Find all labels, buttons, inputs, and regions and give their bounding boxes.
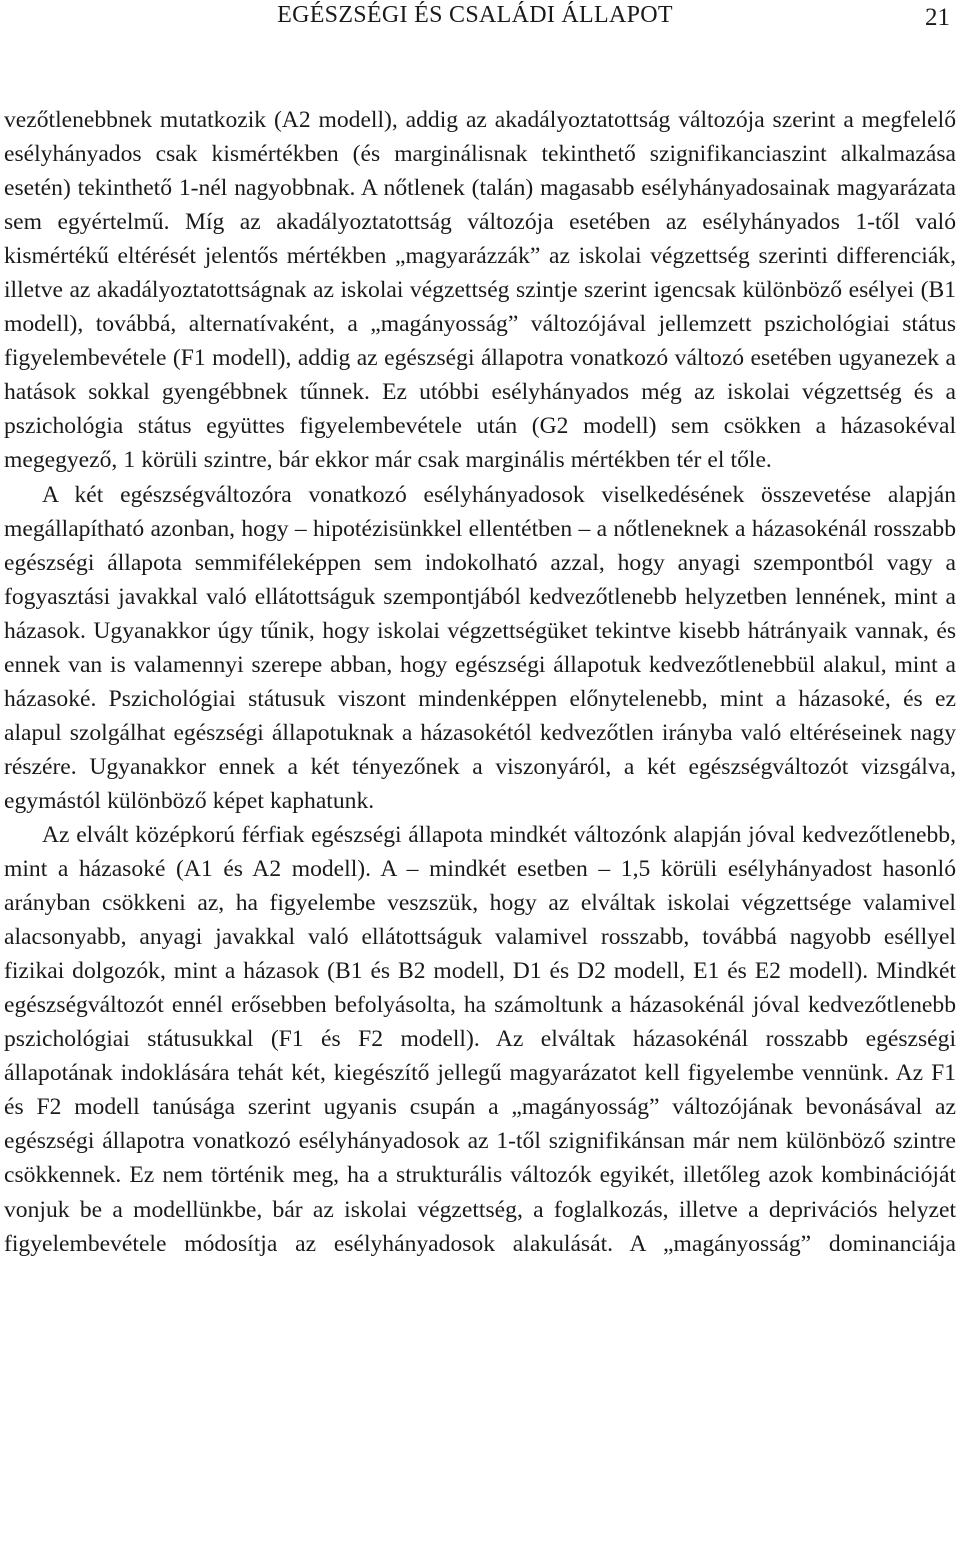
running-header [4, 0, 956, 40]
paragraph-2: A két egészségváltozóra vonatkozó esélyhányadosok viselkedésének összevetése alapján megállapítható azonban, hogy – hipotézisünkkel ellentétben – a nőtleneknek a házasokénál rosszabb egészségi állapota semmiféleképpen sem indokolható azzal, hogy anyagi szempontból vagy a fogyasztási javakkal való ellátottságuk szempontjából kedvezőtlenebb helyzetben lennének, mint a házasok. Ugyanakkor úgy tűnik, hogy iskolai végzettségüket tekintve kisebb hátrányaik vannak, és ennek van is valamennyi szerepe abban, hogy egészségi állapotuk kedvezőtlenebbül alakul, mint a házasoké. Pszichológiai státusuk viszont mindenképpen előnytelenebb, mint a házasoké, és ez alapul szolgálhat egészségi állapotuknak a házasokétól kedvezőtlen irányba való eltéréseinek nagy részére. Ugyanakkor ennek a két tényezőnek a viszonyáról, a két egészségváltozót vizsgálva, egymástól különböző képet kaphatunk. [4, 481, 956, 814]
page-number: 21 [925, 4, 950, 31]
paragraph-1: vezőtlenebbnek mutatkozik (A2 modell), addig az akadályoztatottság változója szerint a megfelelő esélyhányados csak kismértékben (és marginálisnak tekinthető szignifikanciaszint alkalmazása esetén) tekinthető 1-nél nagyobbnak. A nőtlenek (talán) magasabb esélyhányadosainak magyarázata sem egyértelmű. Míg az akadályoztatottság változója esetében az esélyhányados 1-től való kismértékű eltérését jelentős mértékben „magyarázzák” az iskolai végzettség szerinti differenciák, illetve az akadályoztatottságnak az iskolai végzettség szintje szerint igencsak különböző esélyei (B1 modell), továbbá, alternatívaként, a „magányosság” változójával jellemzett pszichológiai státus figyelembevétele (F1 modell), addig az egészségi állapotra vonatkozó változó esetében ugyanezek a hatások sokkal gyengébbnek tűnnek. Ez utóbbi esélyhányados még az iskolai végzettség és a pszichológia státus együttes figyelembevétele után (G2 modell) sem csökken a házasokéval megegyező, 1 körüli szintre, bár ekkor már csak marginális mértékben tér el tőle. [4, 107, 956, 474]
body-text [4, 103, 956, 1261]
paragraph-3: Az elvált középkorú férfiak egészségi állapota mindkét változónk alapján jóval kedvezőtlenebb, mint a házasoké (A1 és A2 modell). A – mindkét esetben – 1,5 körüli esélyhányadost hasonló arányban csökkeni az, ha figyelembe veszszük, hogy az elváltak iskolai végzettsége valamivel alacsonyabb, anyagi javakkal való ellátottságuk valamivel rosszabb, továbbá nagyobb eséllyel fizikai dolgozók, mint a házasok (B1 és B2 modell, D1 és D2 modell, E1 és E2 modell). Mindkét egészségváltozót ennél erősebben befolyásolta, ha számoltunk a házasokénál jóval kedvezőtlenebb pszichológiai státusukkal (F1 és F2 modell). Az elváltak házasokénál rosszabb egészségi állapotának indoklására tehát két, kiegészítő jellegű magyarázatot kell figyelembe vennünk. Az F1 és F2 modell tanúsága szerint ugyanis csupán a „magányosság” változójának bevonásával az egészségi állapotra vonatkozó esélyhányadosok az 1-től szignifikánsan már nem különböző szintre csökkennek. Ez nem történik meg, ha a strukturális változók egyikét, illetőleg azok kombinációját vonjuk be a modellünkbe, bár az iskolai végzettség, a foglalkozás, illetve a deprivációs helyzet figyelembevétele módosítja az esélyhányadosok alakulását. A „magányosság” dominanciája [4, 821, 956, 1257]
running-header-title: EGÉSZSÉGI ÉS CSALÁDI ÁLLAPOT [277, 2, 673, 28]
